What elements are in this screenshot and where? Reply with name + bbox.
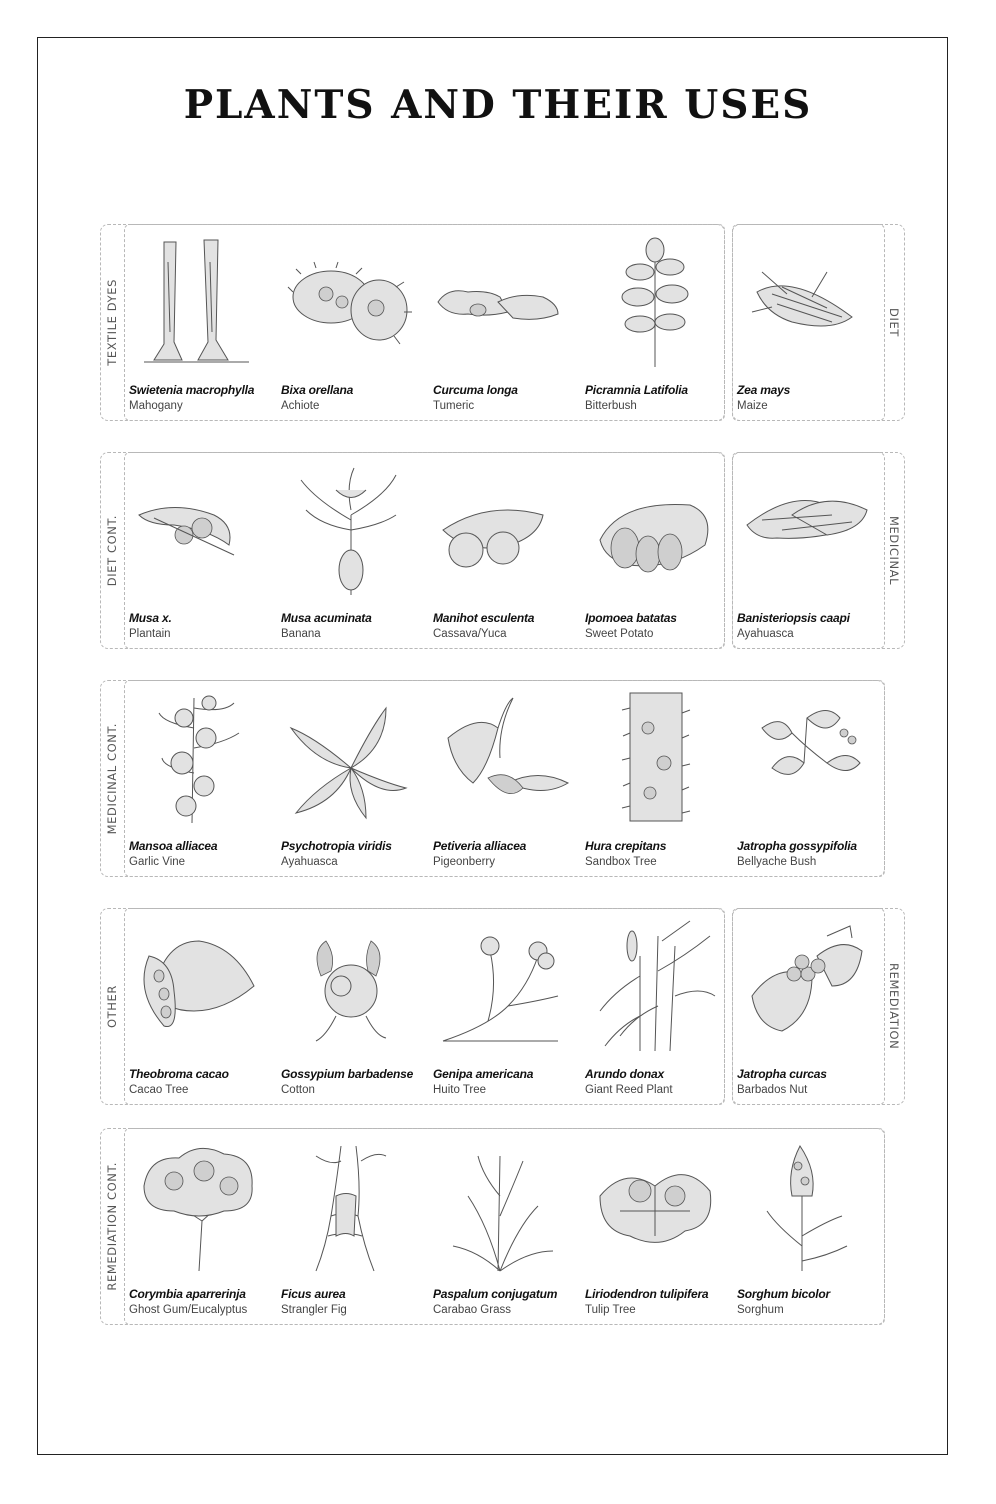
common-name: Mahogany: [129, 400, 183, 412]
plant-card: [580, 1136, 730, 1321]
plant-card: [428, 460, 578, 645]
common-name: Tulip Tree: [585, 1304, 636, 1316]
plant-card: [276, 460, 426, 645]
scientific-name: Manihot esculenta: [433, 611, 535, 625]
scientific-name: Theobroma cacao: [129, 1067, 229, 1081]
common-name: Garlic Vine: [129, 856, 186, 868]
common-name: Barbados Nut: [737, 1084, 808, 1096]
plant-card: [124, 460, 274, 645]
category-label-text: DIET CONT.: [105, 514, 119, 587]
common-name: Cassava/Yuca: [433, 628, 507, 640]
common-name: Bellyache Bush: [737, 856, 817, 868]
category-label-left: [102, 680, 122, 877]
category-label-text: REMEDIATION: [887, 963, 901, 1050]
plant-card: [276, 688, 426, 873]
plant-card: [732, 1136, 882, 1321]
page-title: PLANTS AND THEIR USES: [183, 82, 813, 128]
common-name: Pigeonberry: [433, 856, 496, 868]
common-name: Ayahuasca: [281, 856, 338, 868]
scientific-name: Jatropha curcas: [737, 1067, 827, 1081]
category-label-right: [884, 224, 904, 421]
category-label-text: MEDICINAL: [887, 515, 901, 586]
category-label-right: [884, 908, 904, 1105]
plant-card: [428, 232, 578, 417]
common-name: Ayahuasca: [737, 628, 794, 640]
common-name: Sandbox Tree: [585, 856, 657, 868]
scientific-name: Paspalum conjugatum: [433, 1287, 558, 1301]
scientific-name: Picramnia Latifolia: [585, 383, 688, 397]
common-name: Maize: [737, 400, 768, 412]
scientific-name: Jatropha gossypifolia: [737, 839, 857, 853]
plant-card: [276, 916, 426, 1101]
plant-card: [124, 1136, 274, 1321]
common-name: Huito Tree: [433, 1084, 487, 1096]
scientific-name: Musa x.: [129, 611, 172, 625]
scientific-name: Psychotropia viridis: [281, 839, 392, 853]
scientific-name: Musa acuminata: [281, 611, 372, 625]
common-name: Cacao Tree: [129, 1084, 189, 1096]
category-label-left: [102, 1128, 122, 1325]
scientific-name: Swietenia macrophylla: [129, 383, 255, 397]
category-label-left: [102, 224, 122, 421]
plant-card: [276, 1136, 426, 1321]
scientific-name: Corymbia aparrerinja: [129, 1287, 246, 1301]
plant-card: [732, 460, 882, 645]
plant-card: [428, 1136, 578, 1321]
category-label-text: MEDICINAL CONT.: [105, 722, 119, 835]
common-name: Ghost Gum/Eucalyptus: [129, 1304, 248, 1316]
plant-card: [124, 916, 274, 1101]
scientific-name: Genipa americana: [433, 1067, 534, 1081]
category-label-text: OTHER: [105, 985, 119, 1028]
common-name: Bitterbush: [585, 400, 637, 412]
category-label-right: [884, 452, 904, 649]
common-name: Tumeric: [433, 400, 475, 412]
common-name: Strangler Fig: [281, 1304, 347, 1316]
common-name: Sweet Potato: [585, 628, 654, 640]
scientific-name: Ficus aurea: [281, 1287, 346, 1301]
common-name: Giant Reed Plant: [585, 1084, 673, 1096]
plant-card: [580, 916, 730, 1101]
plant-card: [428, 688, 578, 873]
plant-card: [276, 232, 426, 417]
scientific-name: Mansoa alliacea: [129, 839, 218, 853]
common-name: Carabao Grass: [433, 1304, 511, 1316]
scientific-name: Arundo donax: [585, 1067, 664, 1081]
plant-card: [580, 460, 730, 645]
common-name: Cotton: [281, 1084, 315, 1096]
plant-card: [732, 688, 882, 873]
common-name: Achiote: [281, 400, 320, 412]
scientific-name: Petiveria alliacea: [433, 839, 527, 853]
scientific-name: Ipomoea batatas: [585, 611, 677, 625]
scientific-name: Hura crepitans: [585, 839, 667, 853]
category-label-text: REMEDIATION CONT.: [105, 1162, 119, 1291]
common-name: Banana: [281, 628, 321, 640]
plant-card: [428, 916, 578, 1101]
plant-card: [732, 232, 882, 417]
plant-card: [580, 688, 730, 873]
scientific-name: Banisteriopsis caapi: [737, 611, 850, 625]
category-label-left: [102, 908, 122, 1105]
scientific-name: Liriodendron tulipifera: [585, 1287, 709, 1301]
scientific-name: Curcuma longa: [433, 383, 518, 397]
plant-card: [732, 916, 882, 1101]
plant-card: [580, 232, 730, 417]
plant-card: [124, 232, 274, 417]
scientific-name: Zea mays: [737, 383, 791, 397]
common-name: Sorghum: [737, 1304, 784, 1316]
scientific-name: Bixa orellana: [281, 383, 354, 397]
plant-card: [124, 688, 274, 873]
scientific-name: Sorghum bicolor: [737, 1287, 831, 1301]
category-label-text: DIET: [887, 308, 901, 337]
common-name: Plantain: [129, 628, 171, 640]
scientific-name: Gossypium barbadense: [281, 1067, 414, 1081]
category-label-text: TEXTILE DYES: [105, 279, 119, 366]
category-label-left: [102, 452, 122, 649]
